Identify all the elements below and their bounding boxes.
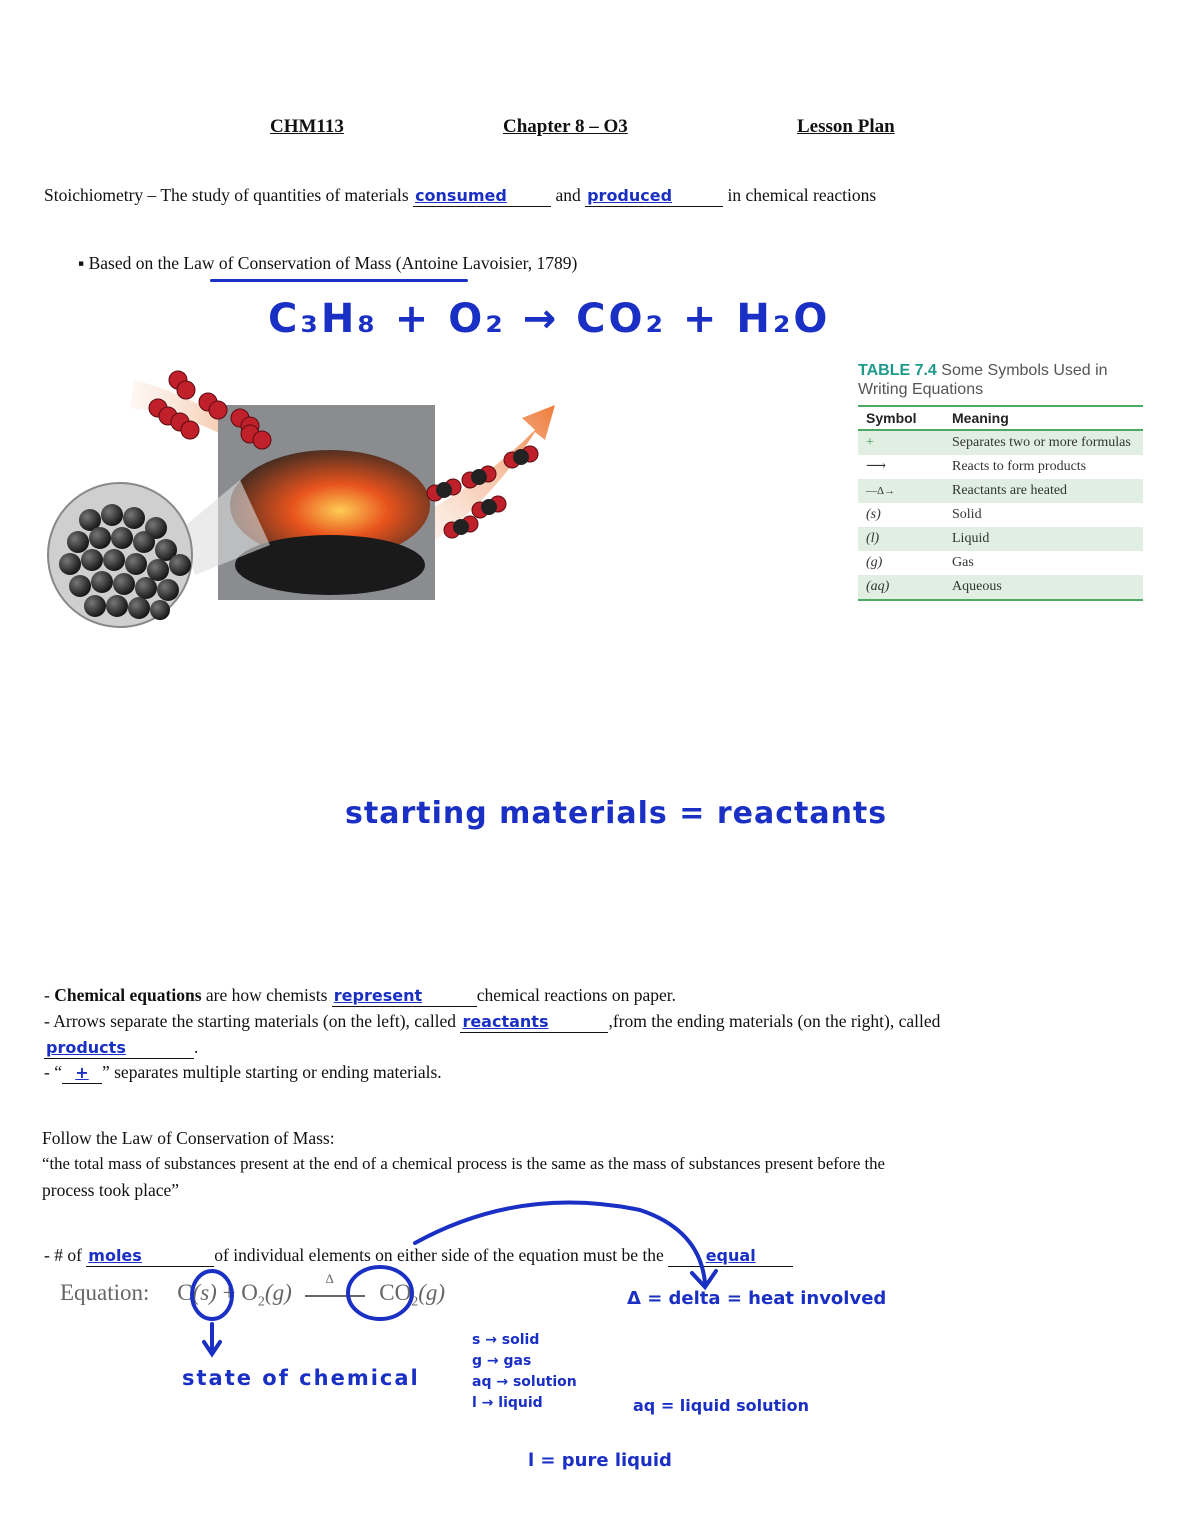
symbol-cell: (g)	[866, 555, 883, 570]
pure-liquid-note: l = pure liquid	[528, 1450, 672, 1471]
chapter-title: Chapter 8 – O3	[503, 116, 628, 137]
fill-reactants: reactants	[462, 1012, 549, 1031]
law-name: Law of Conservation of Mass	[183, 253, 392, 273]
law-underline-ink	[210, 279, 468, 282]
handwritten-materials-note: starting materials = reactants	[345, 796, 888, 831]
solution-def: aq → solution	[472, 1374, 577, 1390]
symbol-cell: +	[858, 430, 944, 455]
col-meaning: Meaning	[944, 406, 1143, 430]
table-row	[858, 551, 1143, 575]
line-text: are how chemists	[205, 985, 328, 1005]
state-definitions-note	[472, 1330, 577, 1414]
symbols-table	[858, 405, 1143, 601]
table-row	[858, 503, 1143, 527]
state-solid: (s)	[192, 1280, 217, 1305]
line-text: ,from the ending materials (on the right), called	[608, 1011, 941, 1031]
fill-products: products	[46, 1038, 126, 1057]
gas-def: g → gas	[472, 1353, 532, 1369]
oxygen-subscript: 2	[257, 1294, 265, 1310]
fill-represent: represent	[333, 986, 423, 1005]
meaning-cell: Aqueous	[944, 575, 1143, 600]
state-gas-product: (g)	[418, 1280, 446, 1305]
state-gas: (g)	[264, 1280, 292, 1305]
lesson-plan-title: Lesson Plan	[797, 116, 895, 137]
products-line	[44, 1037, 198, 1059]
symbol-cell: (l)	[858, 527, 944, 551]
meaning-cell: Solid	[952, 507, 982, 522]
fill-plus: +	[75, 1063, 89, 1082]
state-of-chemical-note: state of chemical	[182, 1366, 420, 1390]
law-bullet	[78, 253, 577, 274]
quote-line-2: process took place”	[42, 1180, 180, 1200]
solid-def: s → solid	[472, 1332, 540, 1348]
meaning-cell: Separates two or more formulas	[944, 430, 1143, 455]
ink-circles	[170, 1262, 430, 1362]
carbon-symbol: C	[177, 1280, 193, 1305]
blank-plus	[62, 1062, 102, 1084]
fill-produced: produced	[587, 186, 673, 205]
plus-oxygen: + O	[222, 1280, 258, 1305]
line-text: ” separates multiple starting or ending materials.	[101, 1062, 442, 1082]
symbol-cell: (s)	[866, 507, 881, 522]
line-text: - Arrows separate the starting materials (on the left), called	[44, 1011, 457, 1031]
liquid-def: l → liquid	[472, 1395, 543, 1411]
symbols-table-block	[858, 361, 1148, 601]
blank-products	[44, 1037, 194, 1059]
combustion-illustration	[40, 360, 570, 650]
bullet-icon: ▪	[78, 253, 85, 273]
fill-equal: equal	[705, 1246, 756, 1265]
col-symbol: Symbol	[858, 406, 944, 430]
table-caption	[858, 361, 1148, 399]
table-number: TABLE 7.4	[858, 362, 937, 379]
symbol-cell: (aq)	[858, 575, 944, 600]
meaning-cell: Gas	[952, 555, 974, 570]
table-row	[858, 479, 1143, 503]
arrows-line	[44, 1011, 940, 1033]
meaning-cell: Reactants are heated	[944, 479, 1143, 503]
meaning-cell: Liquid	[944, 527, 1143, 551]
blank-represent	[332, 985, 477, 1007]
blank-consumed	[413, 185, 551, 207]
co2-subscript: 2	[411, 1294, 419, 1310]
stoich-end: in chemical reactions	[727, 185, 877, 205]
table-row	[858, 455, 1143, 479]
line-text: chemical reactions on paper.	[476, 985, 676, 1005]
stoichiometry-definition	[44, 185, 876, 207]
symbol-cell: ⟶	[866, 459, 887, 474]
follow-heading: Follow the Law of Conservation of Mass:	[42, 1128, 335, 1148]
fill-moles: moles	[88, 1246, 142, 1265]
quote-line-1: “the total mass of substances present at the end of a chemical process is the same as the mass of substances present before the	[42, 1154, 885, 1173]
symbol-cell: —Δ→	[858, 479, 944, 503]
line-text: .	[194, 1037, 199, 1057]
stoich-text: Stoichiometry – The study of quantities of materials	[44, 185, 409, 205]
meaning-cell: Reacts to form products	[952, 459, 1087, 474]
plus-line	[44, 1062, 442, 1084]
co2-symbol: CO	[379, 1280, 412, 1305]
table-title: Some Symbols Used in Writing Equations	[858, 362, 1108, 398]
fill-consumed: consumed	[415, 186, 507, 205]
dash: -	[44, 985, 50, 1005]
blank-produced	[585, 185, 723, 207]
stoich-and: and	[555, 185, 581, 205]
blank-reactants	[460, 1011, 608, 1033]
table-row	[858, 430, 1143, 455]
chemical-equations-term: Chemical equations	[54, 985, 202, 1005]
course-code: CHM113	[270, 116, 344, 137]
table-row	[858, 575, 1143, 600]
law-prefix: Based on the	[88, 253, 179, 273]
table-row	[858, 527, 1143, 551]
handwritten-equation: C₃H₈ + O₂ → CO₂ + H₂O	[268, 296, 831, 342]
ink-arrow	[400, 1195, 730, 1295]
law-suffix: (Antoine Lavoisier, 1789)	[395, 253, 578, 273]
aqueous-note: aq = liquid solution	[633, 1396, 810, 1415]
delta-symbol: Δ	[325, 1270, 334, 1286]
line-text: - “	[44, 1062, 62, 1082]
equation-label: Equation:	[60, 1280, 150, 1305]
line-text: of individual elements on either side of the equation must be the	[214, 1245, 664, 1265]
chemical-equations-line	[44, 985, 676, 1007]
delta-note: Δ = delta = heat involved	[627, 1288, 887, 1309]
line-text: - # of	[44, 1245, 82, 1265]
